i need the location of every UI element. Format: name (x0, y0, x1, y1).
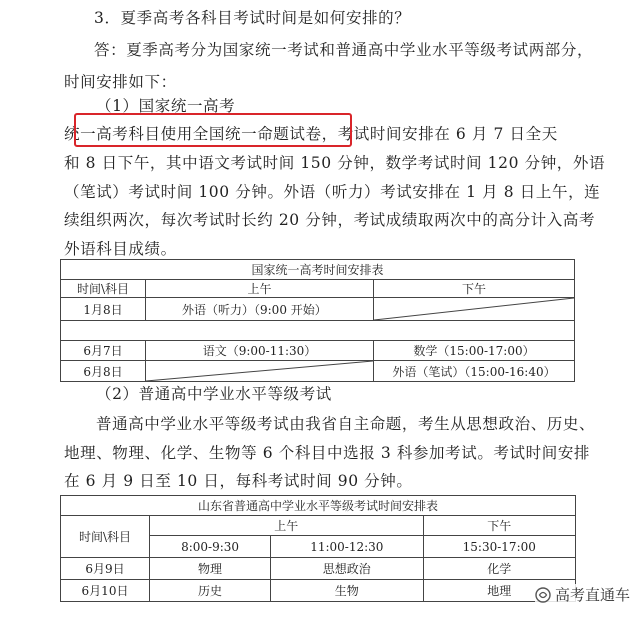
table1-row1-date: 1月8日 (61, 298, 146, 321)
table2-slot-1: 8:00-9:30 (150, 536, 271, 558)
table1-header-pm: 下午 (374, 280, 575, 298)
highlight-box (74, 113, 352, 147)
question-title: 3．夏季高考各科目考试时间是如何安排的？ (94, 9, 411, 27)
table1-header-am: 上午 (146, 280, 374, 298)
table2-row2-date: 6月10日 (61, 580, 150, 602)
table2-row2-cell2: 生物 (271, 580, 423, 602)
table2-row2-cell1: 历史 (150, 580, 271, 602)
para1-line-5: 外语科目成绩。 (64, 240, 177, 258)
para1-line-3: （笔试）考试时间 100 分钟。外语（听力）考试安排在 1 月 8 日上午，连 (64, 183, 601, 201)
diagonal-slash (146, 361, 373, 381)
table2-header-pm: 下午 (423, 516, 575, 536)
table2-row1-date: 6月9日 (61, 558, 150, 580)
answer-line-2: 时间安排如下： (64, 73, 177, 91)
table1-row3-am: 语文（9:00-11:30） (146, 341, 374, 361)
table1-row4-pm: 外语（笔试）（15:00-16:40） (374, 361, 575, 382)
table2-title: 山东省普通高中学业水平等级考试时间安排表 (61, 496, 576, 516)
watermark (535, 584, 630, 605)
table1-row3-pm: 数学（15:00-17:00） (374, 341, 575, 361)
national-exam-schedule-table (60, 259, 575, 382)
para2-line-1: 普通高中学业水平等级考试由我省自主命题，考生从思想政治、历史、 (96, 415, 596, 433)
table2-header-corner: 时间\科目 (61, 516, 150, 558)
table2-row1-cell2: 思想政治 (271, 558, 423, 580)
section2-title: （2）普通高中学业水平等级考试 (96, 385, 332, 403)
table1-row3-date: 6月7日 (61, 341, 146, 361)
para1-line-4: 续组织两次，每次考试时长约 20 分钟，考试成绩取两次中的高分计入高考 (64, 211, 596, 229)
table2-row1-cell3: 化学 (423, 558, 575, 580)
table1-row4-date: 6月8日 (61, 361, 146, 382)
table1-title: 国家统一高考时间安排表 (61, 260, 575, 280)
table2-row2-cell3: 地理 (423, 580, 575, 602)
para2-line-3: 在 6 月 9 日至 10 日，每科考试时间 90 分钟。 (64, 472, 413, 490)
para1-line-2: 和 8 日下午，其中语文考试时间 150 分钟，数学考试时间 120 分钟，外语 (64, 154, 606, 172)
diagonal-slash (374, 298, 574, 320)
table1-row1-am: 外语（听力）（9:00 开始） (146, 298, 374, 321)
table1-spacer-row (61, 321, 575, 341)
section1-title: （1）国家统一高考 (96, 97, 236, 115)
para1-line-1: 统一高考科目使用全国统一命题试卷，考试时间安排在 6 月 7 日全天 (64, 125, 558, 143)
table1-row1-pm-empty (374, 298, 575, 321)
table1-header-corner: 时间\科目 (61, 280, 146, 298)
answer-line-1: 答：夏季高考分为国家统一考试和普通高中学业水平等级考试两部分， (94, 41, 594, 59)
para2-line-2: 地理、物理、化学、生物等 6 个科目中选报 3 科参加考试。考试时间安排 (64, 444, 591, 462)
table2-row1-cell1: 物理 (150, 558, 271, 580)
shandong-level-exam-schedule-table (60, 495, 576, 602)
watermark-text: 高考直通车 (554, 586, 630, 604)
table2-header-am: 上午 (150, 516, 424, 536)
table1-row4-am-empty (146, 361, 374, 382)
table2-slot-3: 15:30-17:00 (423, 536, 575, 558)
wechat-channel-icon (535, 587, 551, 603)
table2-slot-2: 11:00-12:30 (271, 536, 423, 558)
